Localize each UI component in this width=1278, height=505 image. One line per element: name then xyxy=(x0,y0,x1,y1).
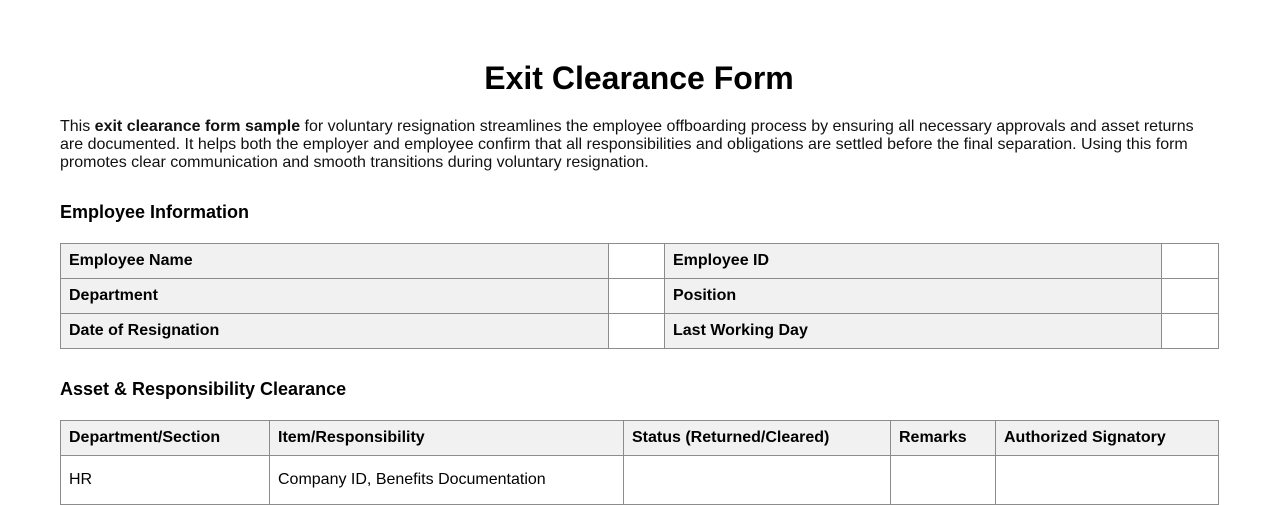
table-header-row xyxy=(61,421,1219,456)
employee-id-field[interactable] xyxy=(1162,244,1219,279)
table-row xyxy=(61,456,1219,505)
intro-prefix: This xyxy=(60,118,95,135)
item-cell: Company ID, Benefits Documentation xyxy=(270,456,624,505)
intro-bold-phrase: exit clearance form sample xyxy=(94,118,301,135)
position-field[interactable] xyxy=(1162,279,1219,314)
signatory-field[interactable] xyxy=(996,456,1219,505)
column-header-department-section: Department/Section xyxy=(61,421,270,456)
remarks-field[interactable] xyxy=(891,456,996,505)
asset-clearance-table xyxy=(60,420,1219,505)
last-working-day-field[interactable] xyxy=(1162,314,1219,349)
status-field[interactable] xyxy=(624,456,891,505)
date-of-resignation-field[interactable] xyxy=(609,314,665,349)
intro-paragraph xyxy=(60,118,1210,172)
department-field[interactable] xyxy=(609,279,665,314)
intro-suffix: for voluntary resignation streamlines the employee offboarding process by ensuring all necessary approvals and asset returns are documented. It helps both the employer and employee confirm that all responsibilities and obligations are settled before the final separation. Using this form promotes clear communication and smooth transitions during voluntary resignation. xyxy=(60,118,1194,171)
section-heading-asset-clearance: Asset & Responsibility Clearance xyxy=(60,379,347,399)
table-row xyxy=(61,244,1219,279)
employee-name-label: Employee Name xyxy=(61,244,609,279)
column-header-authorized-signatory: Authorized Signatory xyxy=(996,421,1219,456)
column-header-status: Status (Returned/Cleared) xyxy=(624,421,891,456)
column-header-remarks: Remarks xyxy=(891,421,996,456)
date-of-resignation-label: Date of Resignation xyxy=(61,314,609,349)
page-title: Exit Clearance Form xyxy=(484,60,794,96)
position-label: Position xyxy=(665,279,1162,314)
last-working-day-label: Last Working Day xyxy=(665,314,1162,349)
table-row xyxy=(61,279,1219,314)
employee-information-table xyxy=(60,243,1219,349)
table-row xyxy=(61,314,1219,349)
employee-name-field[interactable] xyxy=(609,244,665,279)
department-label: Department xyxy=(61,279,609,314)
employee-id-label: Employee ID xyxy=(665,244,1162,279)
column-header-item-responsibility: Item/Responsibility xyxy=(270,421,624,456)
section-heading-employee-information: Employee Information xyxy=(60,202,250,222)
department-cell: HR xyxy=(61,456,270,505)
